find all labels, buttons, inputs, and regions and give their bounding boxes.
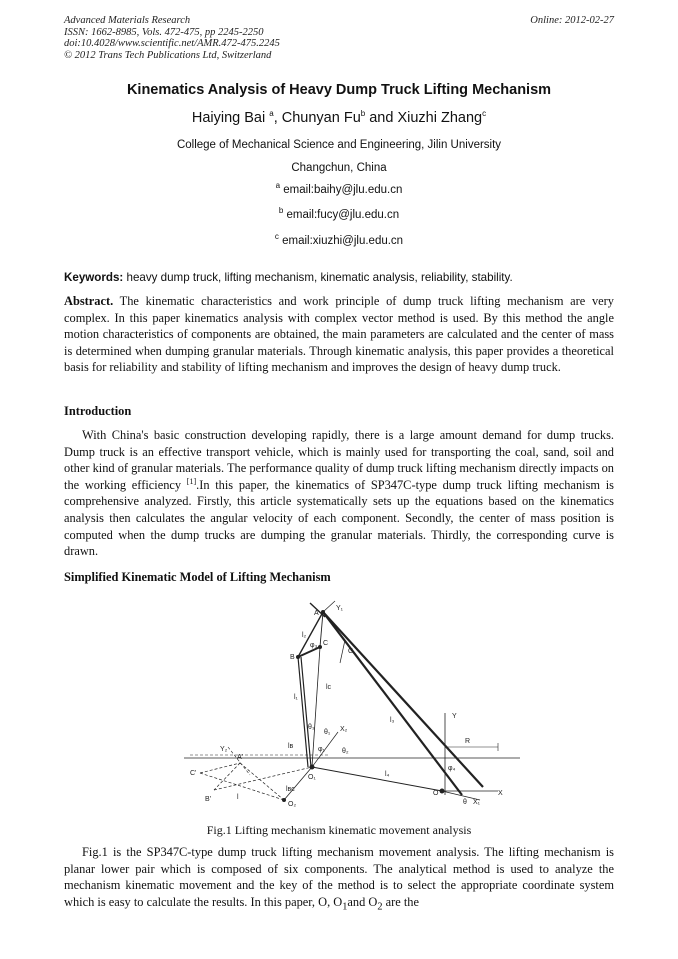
author-3: and Xiuzhi Zhang (365, 110, 483, 126)
g-line (340, 640, 345, 663)
figure-caption: Fig.1 Lifting mechanism kinematic movement analysis (206, 823, 472, 837)
label-phi3: φ₃ (310, 642, 318, 649)
label-r: R (465, 738, 471, 745)
journal-header (64, 15, 280, 61)
joint-b (296, 655, 300, 659)
section-text-3: are the (382, 894, 419, 909)
joint-a (321, 610, 325, 614)
link-o1o2 (284, 767, 312, 800)
abstract (64, 293, 614, 376)
joint-o2 (282, 798, 286, 802)
label-theta: θ (463, 799, 467, 806)
label-theta3: θ₃ (308, 724, 315, 731)
abstract-label: Abstract. (64, 294, 114, 308)
box-line-main (323, 612, 462, 795)
author-2: , Chunyan Fu (273, 110, 361, 126)
label-c: C (323, 640, 329, 647)
author-2-sup: b (360, 109, 366, 119)
copyright: © 2012 Trans Tech Publications Ltd, Switzerland (64, 49, 272, 61)
dashed-cp-ap (200, 763, 240, 773)
label-x1: X₁ (473, 799, 481, 806)
label-bprime: B' (205, 796, 212, 803)
subscript-2: 2 (377, 901, 383, 913)
joint-c (318, 645, 322, 649)
introduction-text-2: .In this paper, the kinematics of SP347C-type dump truck lifting mechanism is comprehensive analyzed. Firstly, this article systematically sets up the equations based on the kinematics analysis then calculates the angular velocity of each component. Secondly, the center of mass position is computed when the dump trucks are dumping the granular materials. Thirdly, the corresponding curve is drawn. (64, 477, 614, 559)
joint-o1 (310, 765, 315, 770)
keywords (64, 271, 614, 284)
label-l1: l₁ (294, 694, 298, 701)
label-l2: l₂ (302, 632, 307, 639)
keywords-text: heavy dump truck, lifting mechanism, kinematic analysis, reliability, stability. (123, 271, 513, 284)
label-x2: X₂ (340, 726, 348, 733)
dashed-ap-o2 (240, 763, 284, 800)
label-a: A (314, 610, 319, 617)
introduction-heading: Introduction (64, 404, 132, 418)
email-a-text[interactable]: email:baihy@jlu.edu.cn (280, 184, 403, 196)
dashed-cp-o2 (200, 773, 284, 800)
label-x: X (498, 790, 503, 797)
email-c-sup: c (274, 232, 279, 242)
citation-ref[interactable]: [1] (186, 476, 197, 486)
label-y1: Y₁ (336, 605, 344, 612)
mechanism-figure (180, 595, 520, 820)
email-c-text[interactable]: email:xiuzhi@jlu.edu.cn (278, 235, 404, 247)
y1-axis (323, 601, 335, 612)
dashed-bp-o1 (214, 767, 312, 790)
label-theta1: θ₁ (324, 729, 331, 736)
author-list (0, 110, 678, 126)
label-b: B (290, 654, 295, 661)
author-1: Haiying Bai (191, 110, 270, 126)
section-text-2: and O (347, 894, 378, 909)
box-line-outer (323, 612, 483, 787)
label-o2: O₂ (288, 801, 297, 808)
dashed-y2 (228, 747, 250, 775)
journal-name: Advanced Materials Research (64, 15, 191, 26)
joint-o (440, 789, 445, 794)
email-a-sup: a (275, 181, 281, 191)
abstract-text: The kinematic characteristics and work principle of dump truck lifting mechanism are very complex. In this paper kinematics analysis with complex vector method is used. By this method the angle motion characteristics of components are obtained, the main parameters are calculated and the center of mass is determined when dumping granular materials. Through kinematic analysis, this paper provides a theoretical basis for reliability and stability of lifting mechanism and improves the design of heavy dump truck. (64, 294, 614, 375)
label-theta2: θ₂ (342, 748, 349, 755)
section-text-1: Fig.1 is the SP347C-type dump truck lifting mechanism movement analysis. The lifting mechanism is planar lower pair which is composed of six components. The analytical method is used to analyze the mechanism kinematic movement and the key of the method is to select the appropriate coordinate system which is easy to calculate the results. In this paper, O, O (64, 845, 614, 909)
affiliation-city: Changchun, China (291, 162, 387, 174)
email-b-text[interactable]: email:fucy@jlu.edu.cn (283, 209, 400, 221)
label-lb: lʙ (288, 743, 294, 750)
email-c (0, 232, 678, 247)
introduction-text-1: With China's basic construction developing rapidly, there is a large amount demand for dump trucks. Dump truck is an effective transport vehicle, which is mainly used for transporting the coal, sand, soil and other kind of granular materials. The performance quality of dump truck lifting mechanism directly impacts on the working efficiency (64, 428, 614, 492)
label-y: Y (452, 713, 457, 720)
label-l3: l₃ (390, 717, 395, 724)
label-phi4: φ₄ (448, 765, 456, 772)
affiliation-college: College of Mechanical Science and Engineering, Jilin University (176, 139, 502, 151)
label-aprime: A' (237, 754, 244, 761)
introduction-body (64, 427, 614, 560)
label-o1: O₁ (308, 774, 316, 781)
dashed-ap-bp (214, 763, 240, 790)
author-3-sup: c (482, 109, 487, 119)
label-o: O (433, 790, 439, 797)
email-b (0, 206, 678, 221)
section-body (64, 844, 614, 916)
author-1-sup: a (269, 109, 274, 119)
label-g: G (348, 648, 354, 655)
label-y2: Y₂ (220, 746, 228, 753)
label-l: l (237, 794, 239, 801)
label-lc: lᴄ (326, 684, 332, 691)
online-date: Online: 2012-02-27 (530, 15, 614, 26)
label-lbc: lʙᴄ (286, 786, 295, 793)
label-l4: l₄ (385, 771, 390, 778)
email-a (0, 181, 678, 196)
paper-title: Kinematics Analysis of Heavy Dump Truck Lifting Mechanism (126, 82, 552, 98)
doi: doi:10.4028/www.scientific.net/AMR.472-475.2245 (64, 38, 280, 49)
x2-axis (312, 732, 338, 767)
label-cprime: C' (190, 770, 197, 777)
label-phi1: φ₁ (318, 746, 325, 753)
keywords-label: Keywords: (64, 271, 124, 284)
email-b-sup: b (278, 206, 284, 216)
link-o1o (312, 767, 442, 791)
issn: ISSN: 1662-8985, Vols. 472-475, pp 2245-2250 (64, 26, 264, 38)
section-heading: Simplified Kinematic Model of Lifting Mechanism (64, 570, 331, 584)
subscript-1: 1 (342, 901, 348, 913)
